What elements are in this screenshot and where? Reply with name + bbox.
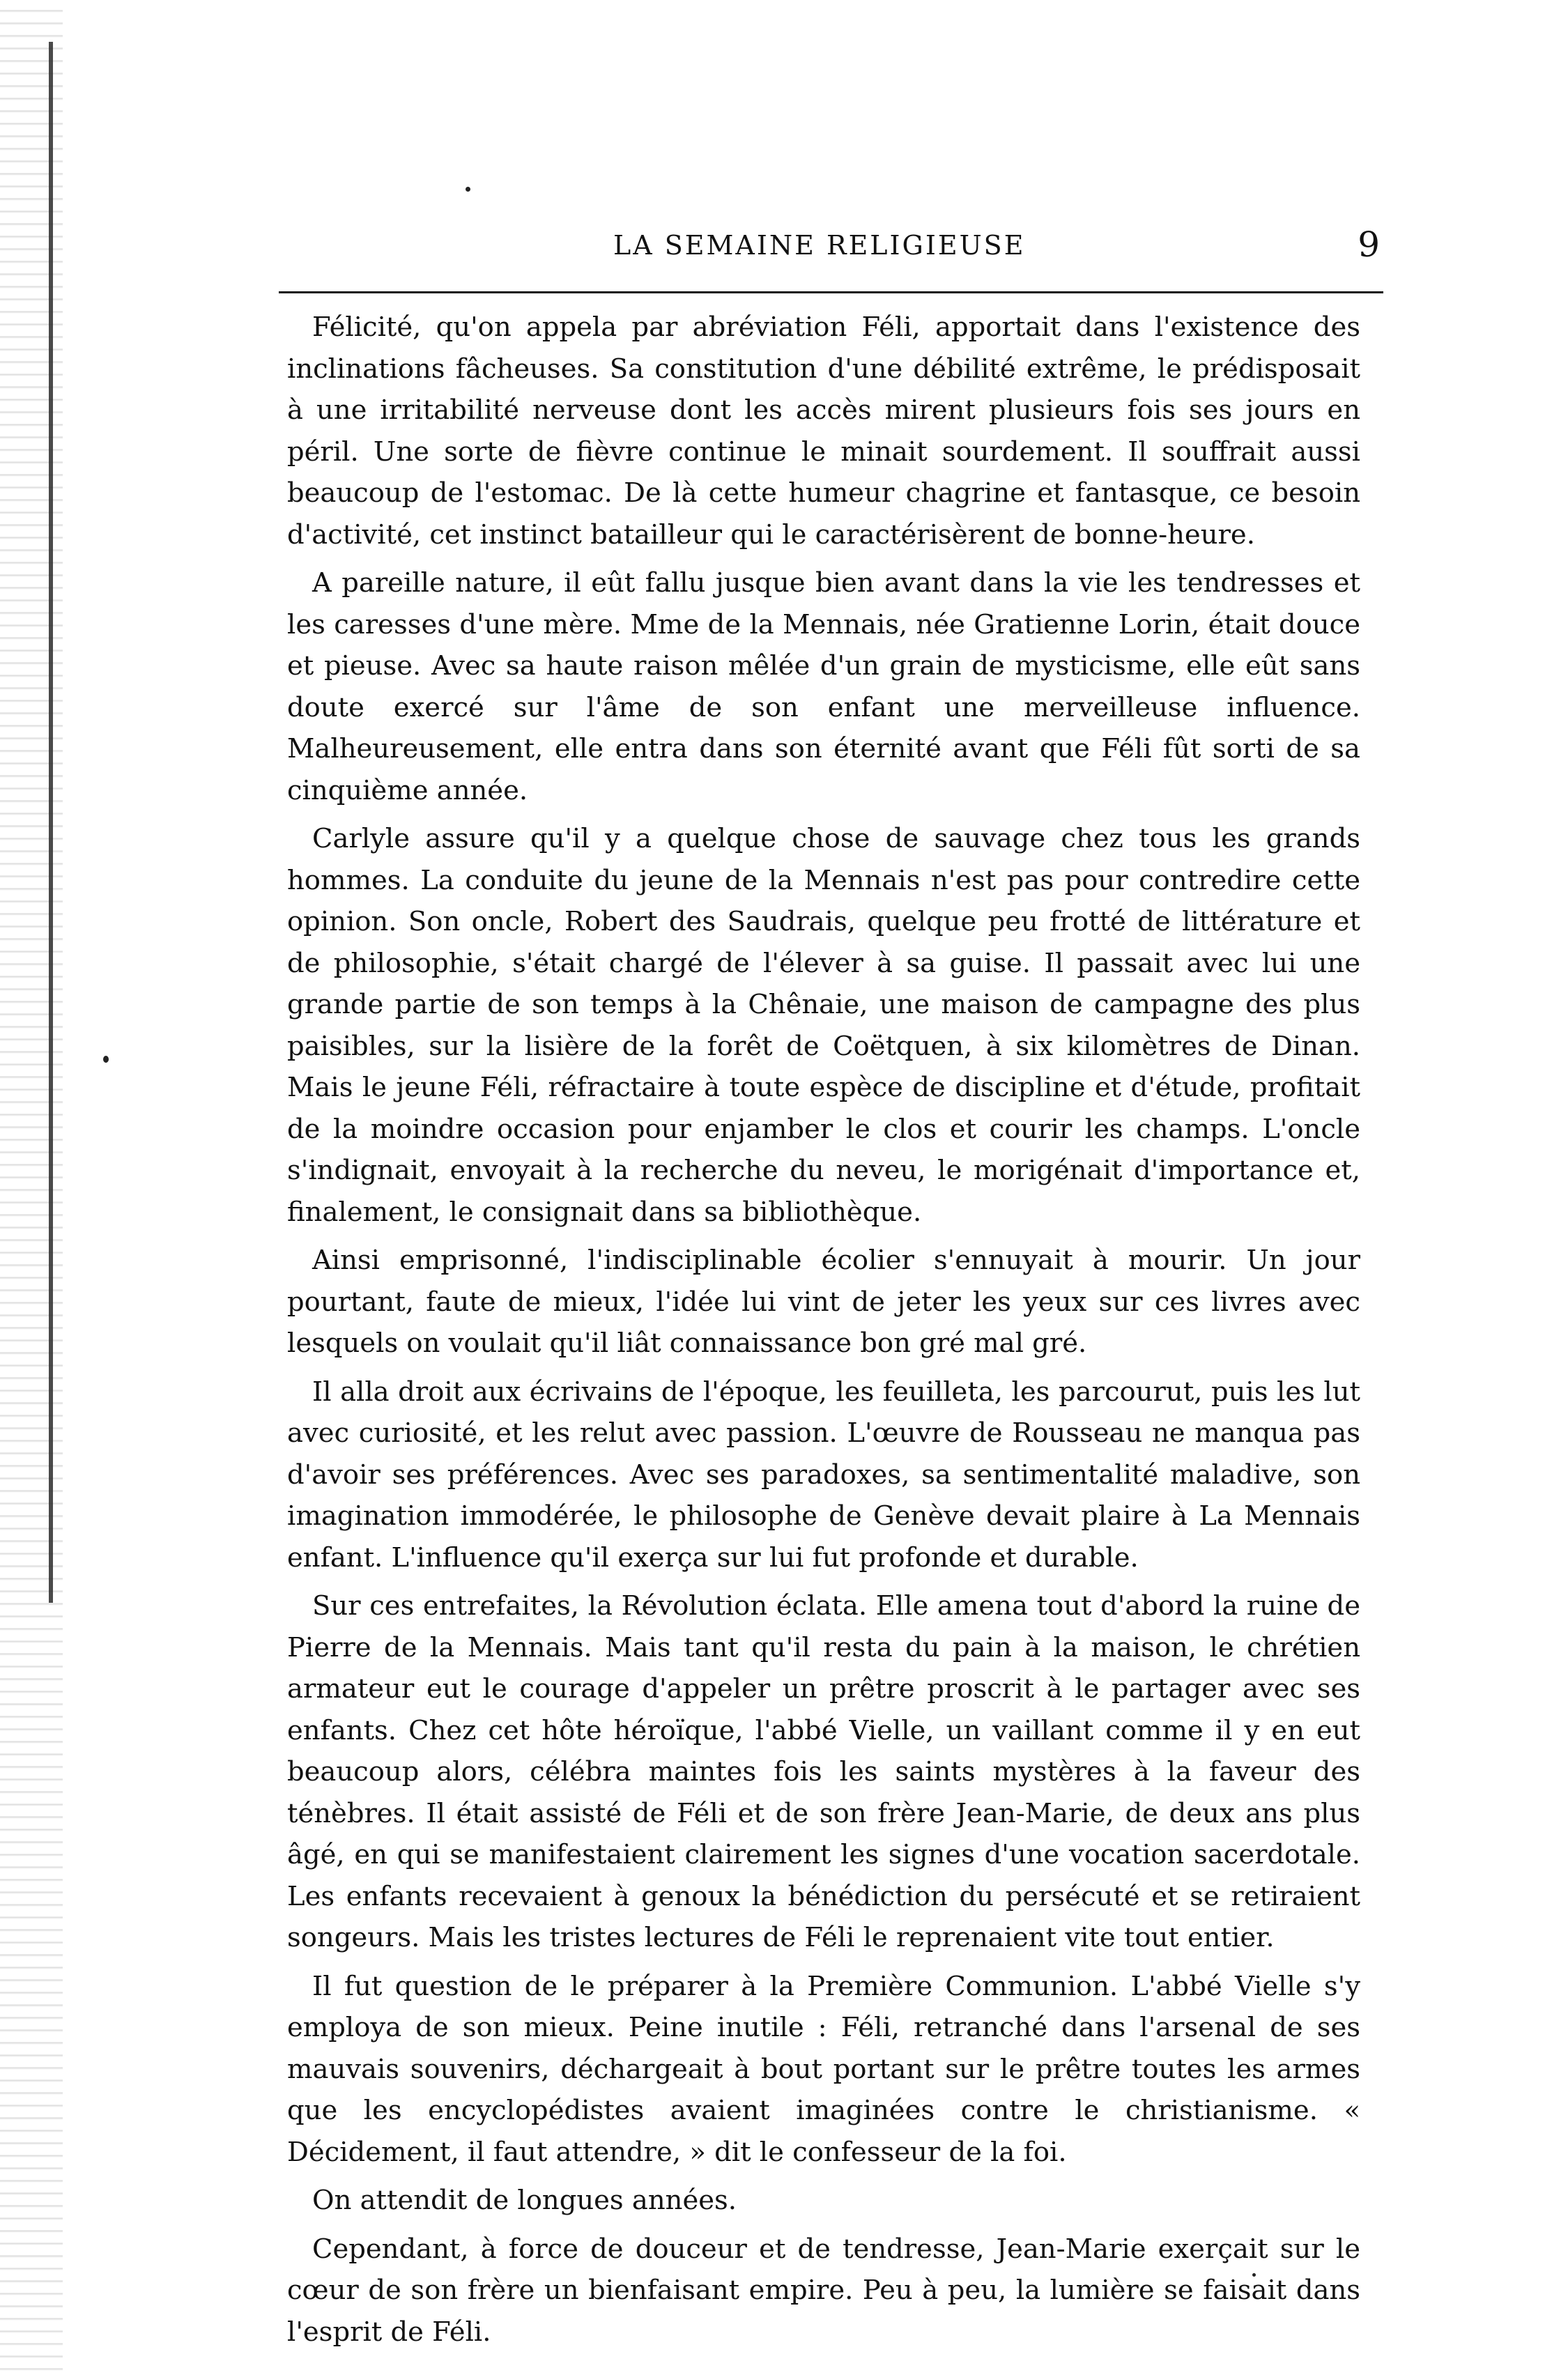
running-title: LA SEMAINE RELIGIEUSE [613,230,1026,261]
page-number: 9 [1358,224,1380,265]
header-rule [279,291,1383,293]
scan-edge-artifact [0,0,63,2377]
paragraph: Il alla droit aux écrivains de l'époque, les feuilleta, les parcourut, puis les lut avec curiosité, et les relut avec passion. L'œuvre de Rousseau ne manqua pas d'avoir ses préférences. Avec ses paradoxes, sa sentimentalité maladive, son imagination immodérée, le philosophe de Genève devait plaire à La Mennais enfant. L'influence qu'il exerça sur lui fut profonde et durable. [287,1376,1360,1574]
paragraph: Sur ces entrefaites, la Révolution éclata. Elle amena tout d'abord la ruine de Pierre de la Mennais. Mais tant qu'il resta du pain à la maison, le chrétien armateur eut le courage d'appeler un prêtre proscrit à le partager avec ses enfants. Chez cet hôte héroïque, l'abbé Vielle, un vaillant comme il y en eut beaucoup alors, célébra maintes fois les saints mystères à la faveur des ténèbres. Il était assisté de Féli et de son frère Jean-Marie, de deux ans plus âgé, en qui se manifestaient clairement les signes d'une vocation sacerdotale. Les enfants recevaient à genoux la bénédiction du persécuté et se retiraient songeurs. Mais les tristes lectures de Féli le reprenaient vite tout entier. [287,1590,1360,1953]
paragraph: Félicité, qu'on appela par abréviation Féli, apportait dans l'existence des inclinations fâcheuses. Sa constitution d'une débilité extrême, le prédisposait à une irritabilité nerveuse dont les accès mirent plusieurs fois ses jours en péril. Une sorte de fièvre continue le minait sourdement. Il souffrait aussi beaucoup de l'estomac. De là cette humeur chagrine et fantasque, ce besoin d'activité, cet instinct batailleur qui le caractérisèrent de bonne-heure. [287,311,1360,551]
body-text [287,307,1360,2360]
scan-speck [466,187,470,192]
paragraph: Carlyle assure qu'il y a quelque chose de sauvage chez tous les grands hommes. La conduite du jeune de la Mennais n'est pas pour contredire cette opinion. Son oncle, Robert des Saudrais, quelque peu frotté de littérature et de philosophie, s'était chargé de l'élever à sa guise. Il passait avec lui une grande partie de son temps à la Chênaie, une maison de campagne des plus paisibles, sur la lisière de la forêt de Coëtquen, à six kilomètres de Dinan. Mais le jeune Féli, réfractaire à toute espèce de discipline et d'étude, profitait de la moindre occasion pour enjamber le clos et courir les champs. L'oncle s'indignait, envoyait à la recherche du neveu, le morigénait d'importance et, finalement, le consignait dans sa bibliothèque. [287,823,1360,1228]
paragraph: On attendit de longues années. [312,2185,737,2216]
paragraph: A pareille nature, il eût fallu jusque bien avant dans la vie les tendresses et les caresses d'une mère. Mme de la Mennais, née Gratienne Lorin, était douce et pieuse. Avec sa haute raison mêlée d'un grain de mysticisme, elle eût sans doute exercé sur l'âme de son enfant une merveilleuse influence. Malheureusement, elle entra dans son éternité avant que Féli fût sorti de sa cinquième année. [287,567,1360,806]
running-header [279,224,1380,272]
scan-speck [103,1056,109,1063]
paragraph: Cependant, à force de douceur et de tendresse, Jean-Marie exerçait sur le cœur de son frère un bienfaisant empire. Peu à peu, la lumière se faisait dans l'esprit de Féli. [287,2233,1360,2348]
paragraph: Il fut question de le préparer à la Première Communion. L'abbé Vielle s'y employa de son mieux. Peine inutile : Féli, retranché dans l'arsenal de ses mauvais souvenirs, déchargeait à bout portant sur le prêtre toutes les armes que les encyclopédistes avaient imaginées contre le christianisme. « Décidement, il faut attendre, » dit le confesseur de la foi. [287,1970,1360,2168]
paragraph: Ainsi emprisonné, l'indisciplinable écolier s'ennuyait à mourir. Un jour pourtant, faute de mieux, l'idée lui vint de jeter les yeux sur ces livres avec lesquels on voulait qu'il liât connaissance bon gré mal gré. [287,1245,1360,1359]
scan-edge-line [49,42,53,1603]
